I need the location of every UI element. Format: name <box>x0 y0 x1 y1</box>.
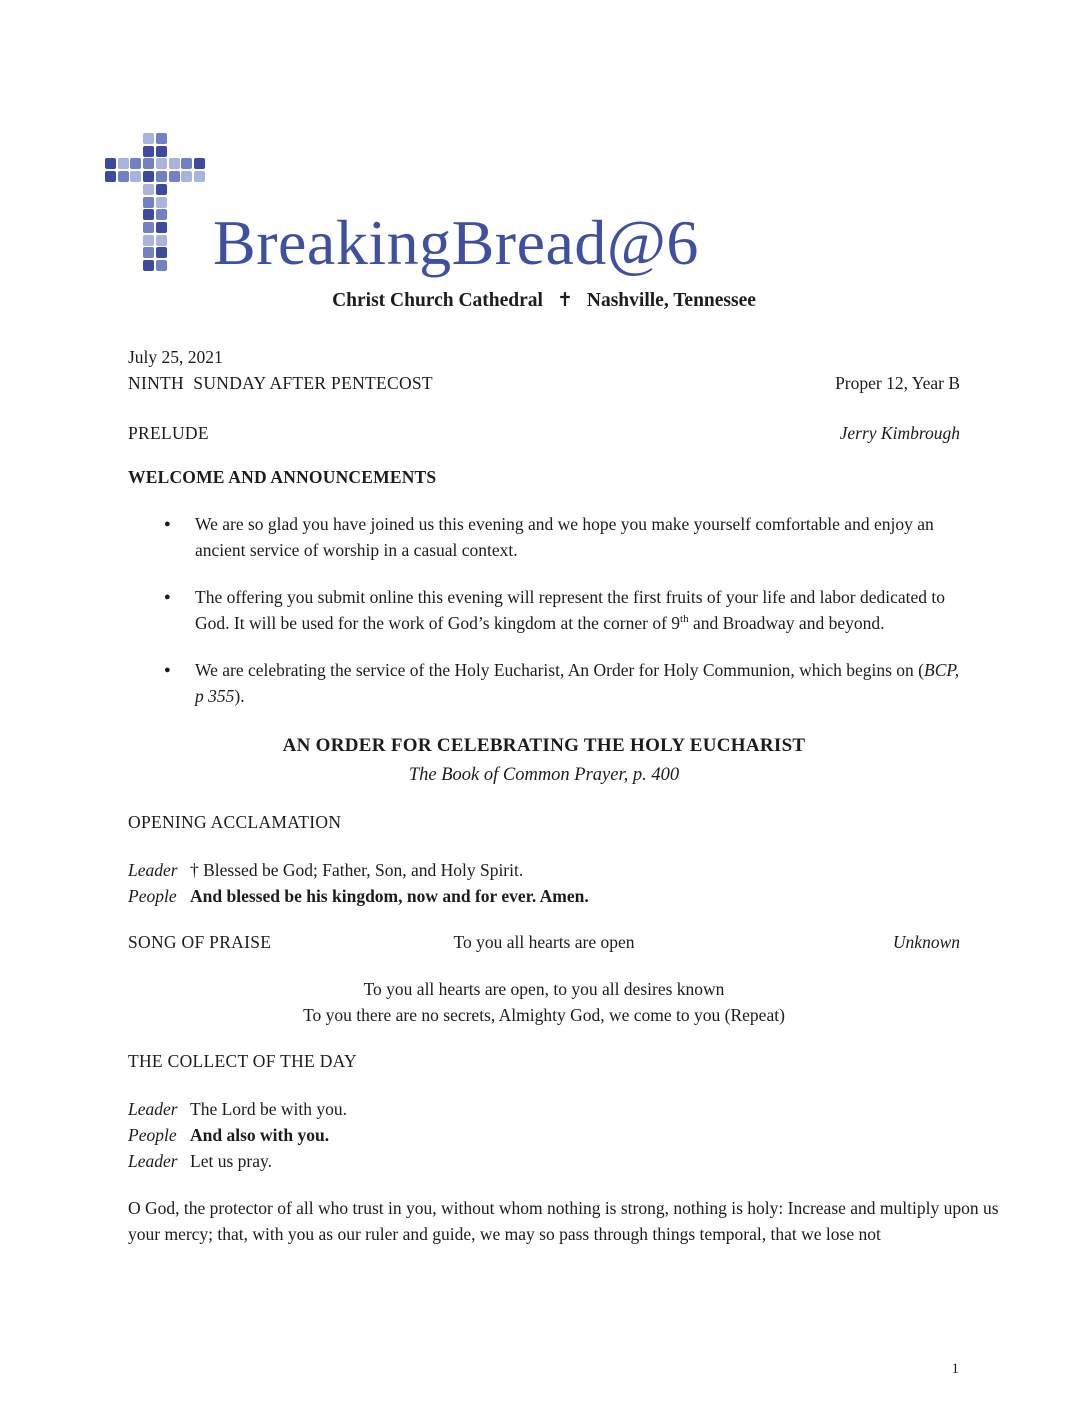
song-title: To you all hearts are open <box>453 932 635 952</box>
dialog-line <box>128 1096 960 1122</box>
latin-cross-icon: ✝ <box>556 290 573 311</box>
mosaic-tile <box>156 133 167 144</box>
mosaic-tile <box>156 184 167 195</box>
mosaic-tile <box>181 171 192 182</box>
dialog-text: The Lord be with you. <box>190 1099 347 1119</box>
mosaic-tile <box>169 158 180 169</box>
service-info <box>128 344 960 396</box>
mosaic-tile <box>181 158 192 169</box>
opening-acclamation-dialog <box>128 857 960 909</box>
mosaic-tile <box>156 260 167 271</box>
announcement-text: We are celebrating the service of the Holy Eucharist, An Order for Holy Communion, which begins on (BCP, p 355). <box>195 660 968 706</box>
mosaic-tile <box>156 235 167 246</box>
page-number: 1 <box>951 1361 959 1377</box>
bullet-icon: ● <box>164 518 171 530</box>
announcement-text: The offering you submit online this evening will represent the first fruits of your life and labor dedicated to God. It will be used for the work of God’s kingdom at the corner of 9th and Broadway and beyond. <box>195 587 946 633</box>
day-title: NINTH SUNDAY AFTER PENTECOST <box>128 373 433 393</box>
proper-year: Proper 12, Year B <box>835 373 960 393</box>
mosaic-tile <box>143 158 154 169</box>
dialog-text: And blessed be his kingdom, now and for ever. Amen. <box>190 886 589 906</box>
song-of-praise-row <box>128 929 960 955</box>
mosaic-tile <box>156 171 167 182</box>
mosaic-tile <box>143 146 154 157</box>
mosaic-tile <box>118 158 129 169</box>
song-attribution: Unknown <box>892 932 960 952</box>
dialog-text: Let us pray. <box>190 1151 272 1171</box>
dialog-text: † Blessed be God; Father, Son, and Holy Spirit. <box>190 860 524 880</box>
logo-wordmark: BreakingBread@6 <box>213 207 699 278</box>
mosaic-tile <box>194 171 205 182</box>
lyric-line: To you there are no secrets, Almighty God, we come to you (Repeat) <box>303 1005 785 1025</box>
speaker-label: People <box>128 1125 177 1145</box>
lyric-line: To you all hearts are open, to you all desires known <box>363 979 725 999</box>
superscript: th <box>680 613 689 626</box>
speaker-label: People <box>128 886 177 906</box>
dialog-line <box>128 1148 960 1174</box>
announcement-list <box>128 511 968 709</box>
mosaic-tile <box>118 171 129 182</box>
prelude-row <box>128 420 960 446</box>
logo <box>0 0 1088 278</box>
mosaic-tile <box>169 171 180 182</box>
welcome-heading: WELCOME AND ANNOUNCEMENTS <box>128 467 437 487</box>
mosaic-tile <box>143 184 154 195</box>
dialog-line <box>128 857 960 883</box>
dialog-text: And also with you. <box>190 1125 330 1145</box>
announcement-item <box>128 657 968 709</box>
mosaic-tile <box>143 235 154 246</box>
opening-acclamation-heading: OPENING ACCLAMATION <box>128 812 342 832</box>
mosaic-tile <box>156 209 167 220</box>
collect-prayer: O God, the protector of all who trust in you, without whom nothing is strong, nothing is holy: Increase and multiply upon us your mercy; that, with you as our ruler and guide, we may so pass through things temporal, that we lose not <box>128 1198 999 1244</box>
mosaic-tile <box>156 146 167 157</box>
mosaic-tile <box>143 222 154 233</box>
church-name: Christ Church Cathedral <box>332 290 543 311</box>
collect-heading: THE COLLECT OF THE DAY <box>128 1051 357 1071</box>
bullet-icon: ● <box>164 664 171 676</box>
mosaic-tile <box>130 158 141 169</box>
speaker-label: Leader <box>128 1099 178 1119</box>
mosaic-tile <box>105 158 116 169</box>
prelude-artist: Jerry Kimbrough <box>839 423 960 443</box>
song-heading: SONG OF PRAISE <box>128 932 272 952</box>
mosaic-tile <box>143 209 154 220</box>
song-lyrics <box>128 976 960 1028</box>
announcement-text: We are so glad you have joined us this evening and we hope you make yourself comfortable and enjoy an ancient service of worship in a casual context. <box>195 514 934 560</box>
mosaic-tile <box>194 158 205 169</box>
order-subtitle: The Book of Common Prayer, p. 400 <box>408 765 680 785</box>
order-title: AN ORDER FOR CELEBRATING THE HOLY EUCHARIST <box>282 735 806 756</box>
mosaic-tile <box>105 171 116 182</box>
mosaic-tile <box>143 260 154 271</box>
mosaic-tile <box>130 171 141 182</box>
bcp-reference: BCP, p 355 <box>195 660 968 706</box>
service-date: July 25, 2021 <box>128 347 223 367</box>
mosaic-tile <box>143 247 154 258</box>
mosaic-tile <box>156 197 167 208</box>
church-location: Nashville, Tennessee <box>586 290 756 311</box>
announcement-item <box>128 584 960 636</box>
speaker-label: Leader <box>128 1151 178 1171</box>
church-line <box>0 288 1088 314</box>
dialog-line <box>128 1122 960 1148</box>
collect-dialog <box>128 1096 960 1174</box>
mosaic-tile <box>143 171 154 182</box>
prelude-label: PRELUDE <box>128 423 209 443</box>
announcement-item <box>128 511 960 563</box>
bullet-icon: ● <box>164 591 171 603</box>
dialog-line <box>128 883 960 909</box>
mosaic-tile <box>156 158 167 169</box>
mosaic-tile <box>156 222 167 233</box>
mosaic-tile <box>143 197 154 208</box>
mosaic-tile <box>143 133 154 144</box>
mosaic-cross-icon <box>105 133 205 272</box>
mosaic-tile <box>156 247 167 258</box>
speaker-label: Leader <box>128 860 178 880</box>
